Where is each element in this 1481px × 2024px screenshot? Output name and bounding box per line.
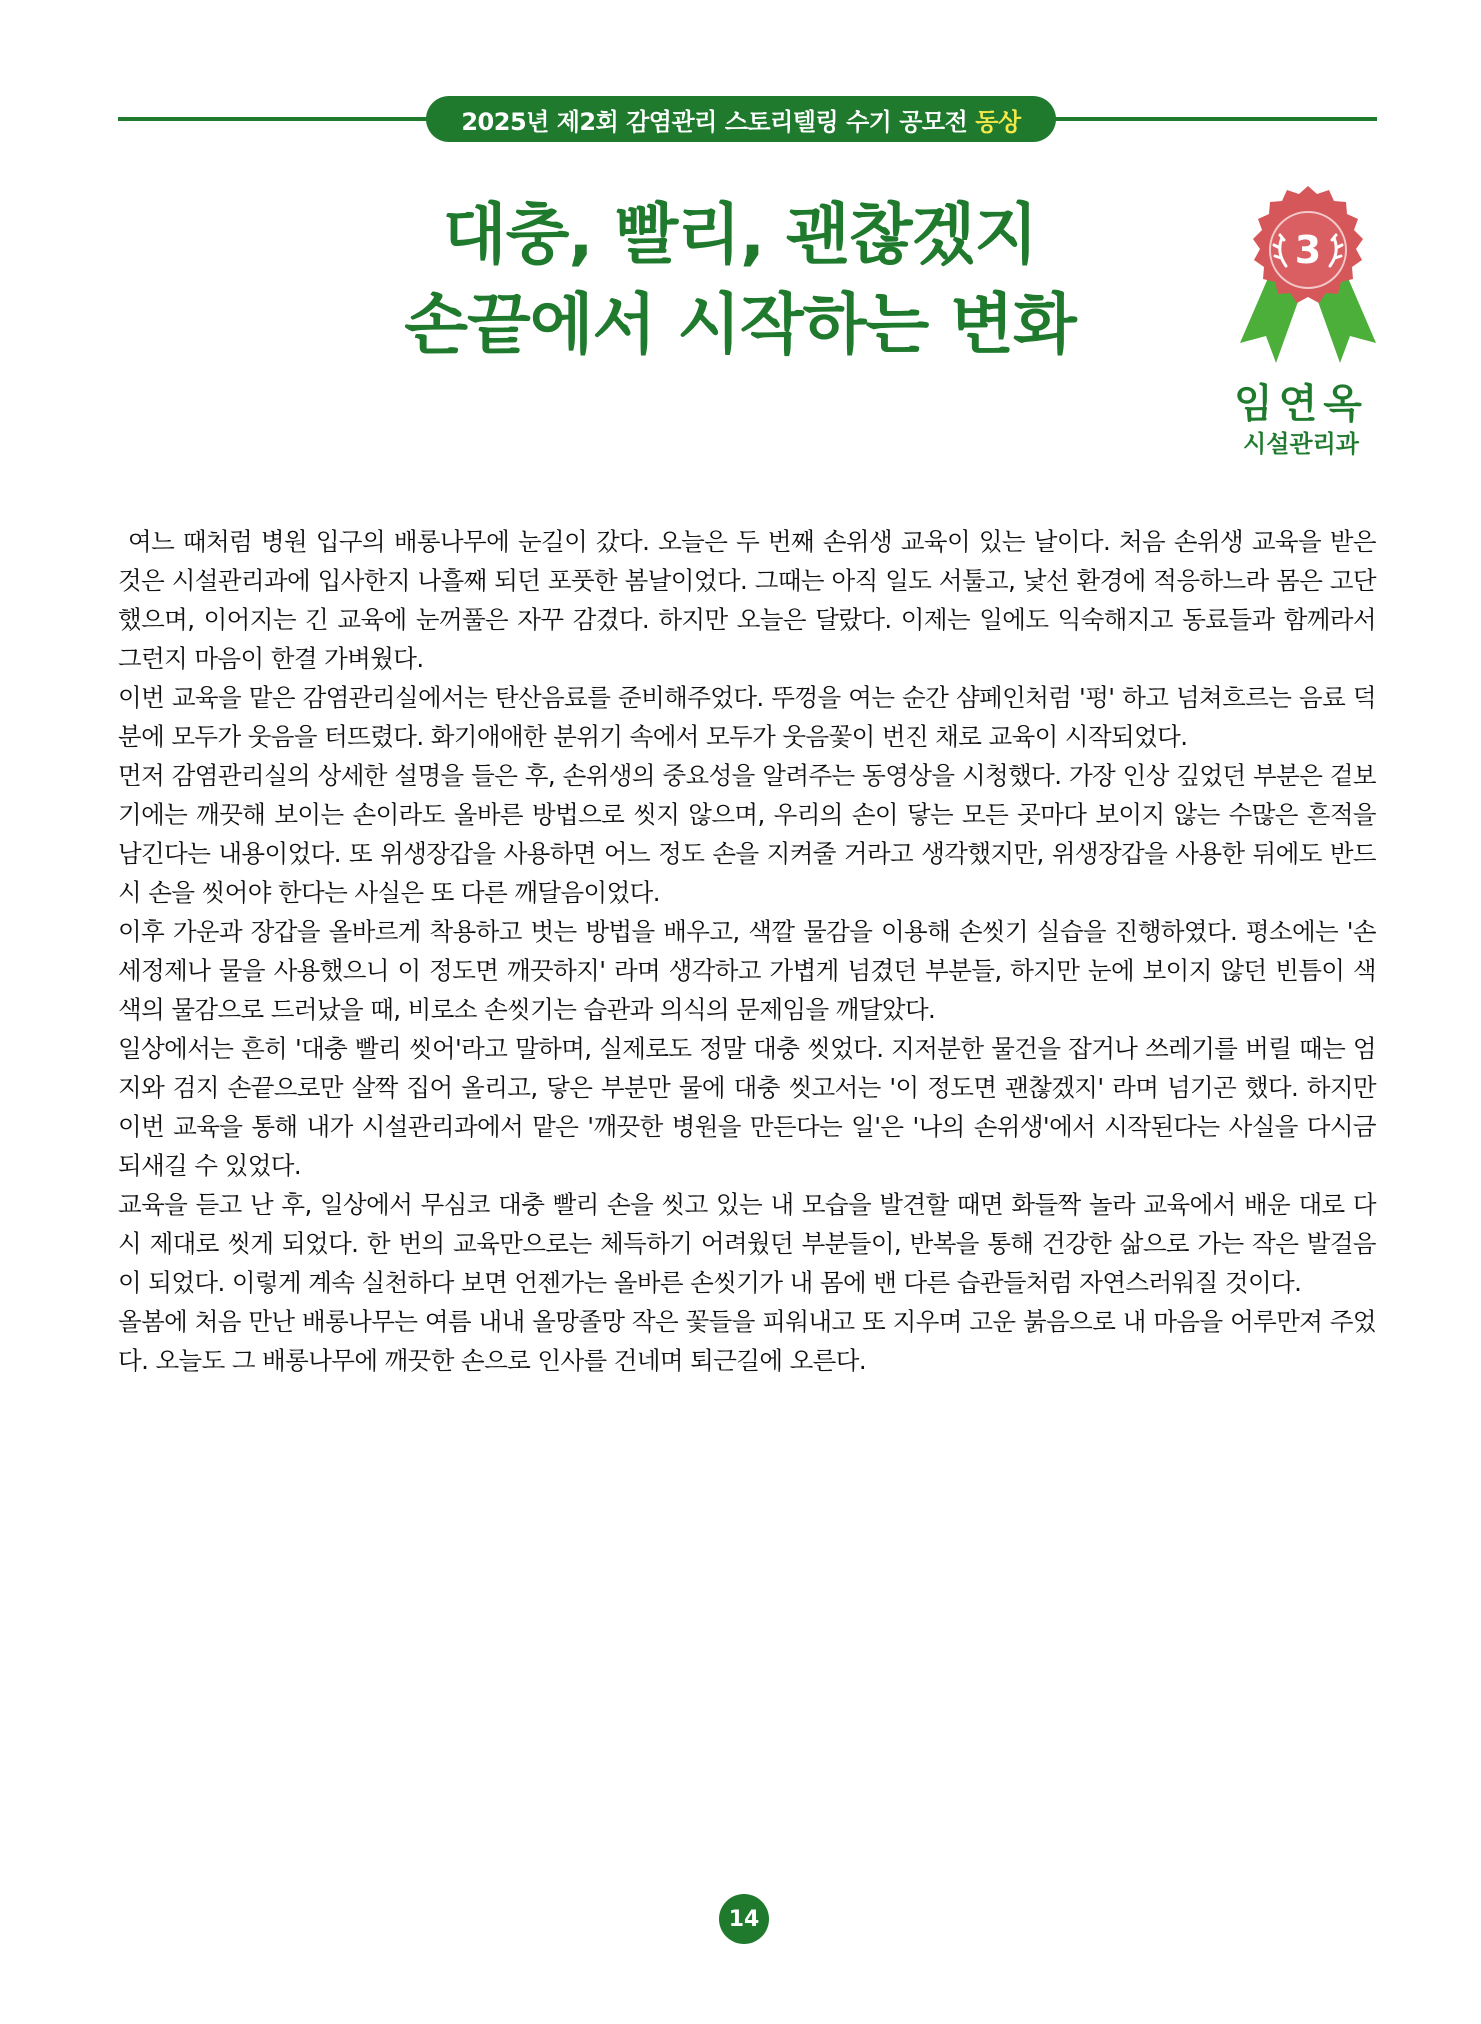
header-rule-right <box>1045 117 1377 121</box>
contest-banner <box>426 96 1056 142</box>
rank-number: 3 <box>1294 228 1322 272</box>
author-department: 시설관리과 <box>1243 430 1359 458</box>
essay-body <box>118 522 1376 1380</box>
paragraph: 먼저 감염관리실의 상세한 설명을 들은 후, 손위생의 중요성을 알려주는 동영상을 시청했다. 가장 인상 깊었던 부분은 겉보기에는 깨끗해 보이는 손이라도 올바른 방법으로 씻지 않으며, 우리의 손이 닿는 모든 곳마다 보이지 않는 수많은 흔적을 남긴다는 내용이었다. 또 위생장갑을 사용하면 어느 정도 손을 지켜줄 거라고 생각했지만, 위생장갑을 사용한 뒤에도 반드시 손을 씻어야 한다는 사실은 또 다른 깨달음이었다. <box>118 761 1376 907</box>
paragraph: 이후 가운과 장갑을 올바르게 착용하고 벗는 방법을 배우고, 색깔 물감을 이용해 손씻기 실습을 진행하였다. 평소에는 '손 세정제나 물을 사용했으니 이 정도면 깨끗하지' 라며 생각하고 가볍게 넘겼던 부분들, 하지만 눈에 보이지 않던 빈틈이 색색의 물감으로 드러났을 때, 비로소 손씻기는 습관과 의식의 문제임을 깨달았다. <box>118 917 1376 1024</box>
paragraph: 올봄에 처음 만난 배롱나무는 여름 내내 올망졸망 작은 꽃들을 피워내고 또 지우며 고운 붉음으로 내 마음을 어루만져 주었다. 오늘도 그 배롱나무에 깨끗한 손으로 인사를 건네며 퇴근길에 오른다. <box>118 1307 1376 1375</box>
rank-medal-icon <box>1228 178 1388 378</box>
title-line-1: 대충, 빨리, 괜찮겠지 <box>442 196 1038 273</box>
header-rule-left <box>118 117 436 121</box>
paragraph: 교육을 듣고 난 후, 일상에서 무심코 대충 빨리 손을 씻고 있는 내 모습을 발견할 때면 화들짝 놀라 교육에서 배운 대로 다시 제대로 씻게 되었다. 한 번의 교육만으로는 체득하기 어려웠던 부분들이, 반복을 통해 건강한 삶으로 가는 작은 발걸음이 되었다. 이렇게 계속 실천하다 보면 언젠가는 올바른 손씻기가 내 몸에 밴 다른 습관들처럼 자연스러워질 것이다. <box>118 1190 1376 1297</box>
author-name: 임연옥 <box>1234 381 1368 427</box>
paragraph: 일상에서는 흔히 '대충 빨리 씻어'라고 말하며, 실제로도 정말 대충 씻었다. 지저분한 물건을 잡거나 쓰레기를 버릴 때는 엄지와 검지 손끝으로만 살짝 집어 올리고, 닿은 부분만 물에 대충 씻고서는 '이 정도면 괜찮겠지' 라며 넘기곤 했다. 하지만 이번 교육을 통해 내가 시설관리과에서 맡은 '깨끗한 병원을 만든다는 일'은 '나의 손위생'에서 시작된다는 사실을 다시금 되새길 수 있었다. <box>118 1034 1376 1180</box>
title-line-2: 손끝에서 시작하는 변화 <box>404 286 1076 363</box>
page-number: 14 <box>719 1894 769 1944</box>
contest-name: 2025년 제2회 감염관리 스토리텔링 수기 공모전 <box>461 107 968 136</box>
paragraph: 이번 교육을 맡은 감염관리실에서는 탄산음료를 준비해주었다. 뚜껑을 여는 순간 샴페인처럼 '펑' 하고 넘쳐흐르는 음료 덕분에 모두가 웃음을 터뜨렸다. 화기애애한 분위기 속에서 모두가 웃음꽃이 번진 채로 교육이 시작되었다. <box>118 683 1376 751</box>
award-label: 동상 <box>975 107 1021 136</box>
paragraph: 여느 때처럼 병원 입구의 배롱나무에 눈길이 갔다. 오늘은 두 번째 손위생 교육이 있는 날이다. 처음 손위생 교육을 받은 것은 시설관리과에 입사한지 나흘째 되던 포풋한 봄날이었다. 그때는 아직 일도 서툴고, 낯선 환경에 적응하느라 몸은 고단했으며, 이어지는 긴 교육에 눈꺼풀은 자꾸 감겼다. 하지만 오늘은 달랐다. 이제는 일에도 익숙해지고 동료들과 함께라서 그런지 마음이 한결 가벼웠다. <box>118 527 1376 673</box>
page-title <box>300 190 1180 370</box>
